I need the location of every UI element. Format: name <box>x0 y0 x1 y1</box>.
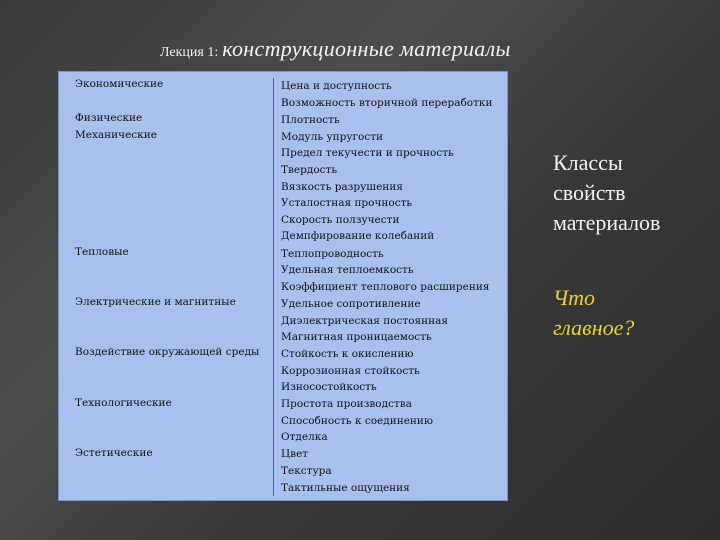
property-classes-caption <box>553 148 660 238</box>
property-item: Модуль упругости <box>281 131 384 143</box>
property-item: Твердость <box>281 164 338 176</box>
property-item: Коррозионная стойкость <box>281 365 420 377</box>
category-label: Тепловые <box>75 246 129 258</box>
property-item: Тактильные ощущения <box>281 482 410 494</box>
property-item: Вязкость разрушения <box>281 181 403 193</box>
properties-table <box>58 71 508 501</box>
caption-line: материалов <box>553 210 661 235</box>
property-item: Стойкость к окислению <box>281 348 414 360</box>
property-item: Предел текучести и прочность <box>281 147 454 159</box>
property-item: Магнитная проницаемость <box>281 331 432 343</box>
lecture-topic: конструкционные материалы <box>222 36 511 61</box>
property-item: Отделка <box>281 431 328 443</box>
property-item: Демпфирование колебаний <box>281 230 435 242</box>
slide-title <box>160 36 511 62</box>
category-label: Технологические <box>75 397 172 409</box>
property-item: Способность к соединению <box>281 415 434 427</box>
lecture-label: Лекция 1: <box>160 45 219 60</box>
property-item: Простота производства <box>281 398 412 410</box>
property-item: Цвет <box>281 448 309 460</box>
question-line: Что <box>553 285 596 310</box>
property-item: Удельное сопротивление <box>281 298 421 310</box>
column-divider <box>273 78 274 496</box>
caption-line: Классы <box>553 150 623 175</box>
caption-line: свойств <box>553 180 626 205</box>
category-label: Воздействие окружающей среды <box>75 346 260 358</box>
property-item: Теплопроводность <box>281 248 384 260</box>
category-label: Механические <box>75 129 157 141</box>
property-item: Коэффициент теплового расширения <box>281 281 490 293</box>
property-item: Износостойкость <box>281 381 377 393</box>
property-item: Диэлектрическая постоянная <box>281 315 449 327</box>
question-caption <box>553 283 634 343</box>
property-item: Удельная теплоемкость <box>281 264 414 276</box>
property-item: Цена и доступность <box>281 80 392 92</box>
category-label: Эстетические <box>75 447 153 459</box>
property-item: Текстура <box>281 465 332 477</box>
property-item: Возможность вторичной переработки <box>281 97 493 109</box>
property-item: Плотность <box>281 114 340 126</box>
property-item: Скорость ползучести <box>281 214 400 226</box>
category-label: Экономические <box>75 78 164 90</box>
category-label: Физические <box>75 112 143 124</box>
question-line: главное? <box>553 315 635 340</box>
property-item: Усталостная прочность <box>281 197 413 209</box>
category-label: Электрические и магнитные <box>75 296 236 308</box>
